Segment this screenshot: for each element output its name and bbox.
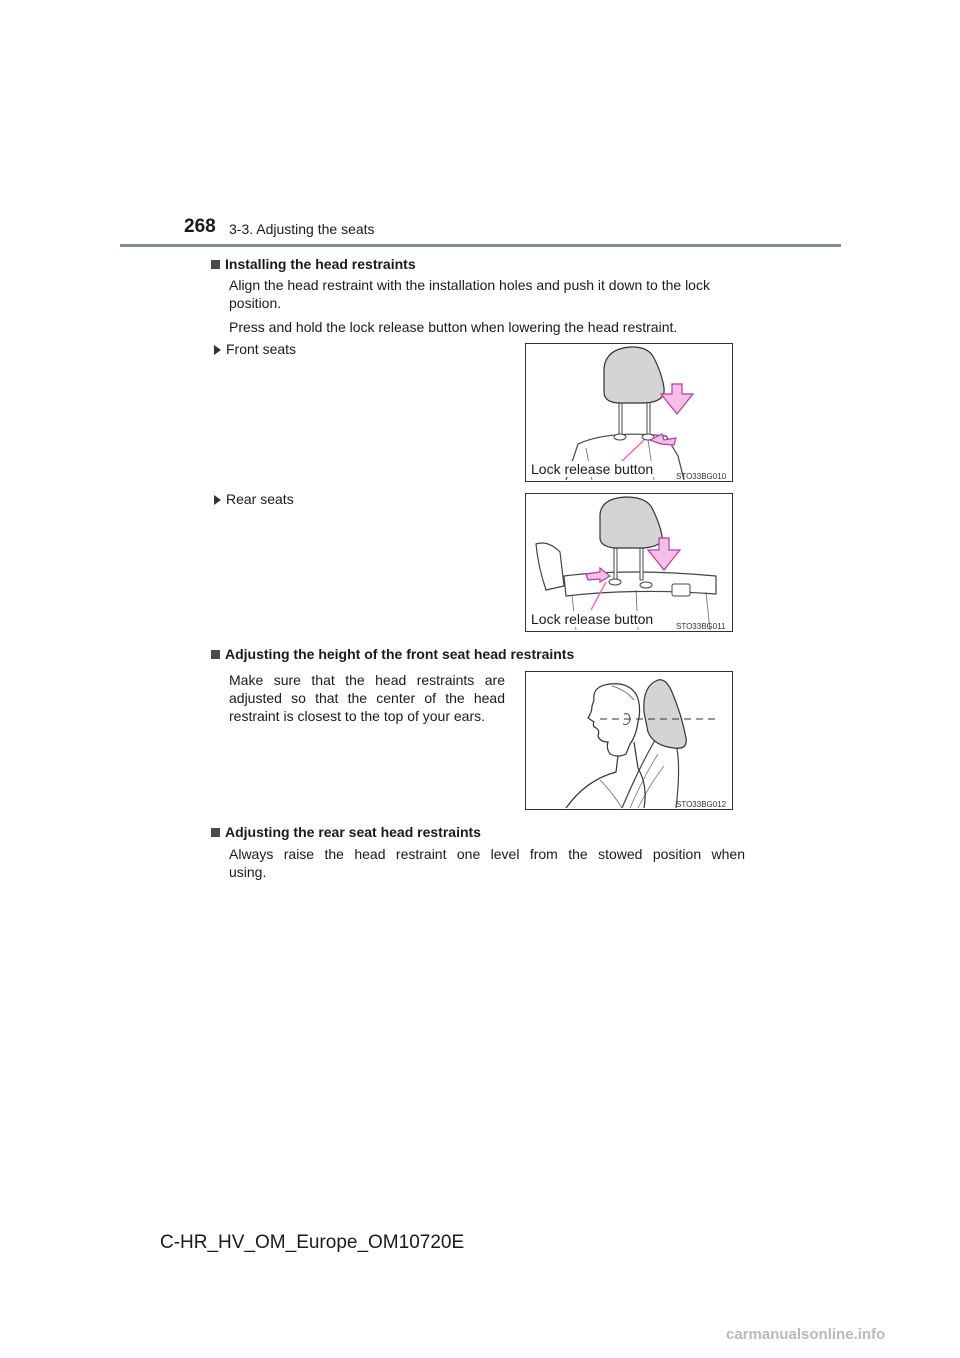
height-line-1: Make sure that the head restraints are (229, 672, 505, 688)
height-figure-code: STO33BG012 (676, 800, 727, 809)
install-line-2: position. (229, 295, 282, 311)
install-line-1: Align the head restraint with the installation holes and push it down to the lock (229, 277, 710, 293)
front-seats-label: Front seats (226, 341, 297, 357)
rear-seat-figure (525, 493, 733, 632)
heading-installing (211, 256, 416, 272)
front-lock-release-callout: Lock release button (531, 461, 654, 477)
heading-installing-text: Installing the head restraints (225, 256, 416, 272)
heading-rear-adjust-text: Adjusting the rear seat head restraints (225, 824, 481, 840)
head-position-figure (525, 671, 733, 810)
rear-adjust-line-1: Always raise the head restraint one level from the stowed position when (229, 846, 745, 862)
rear-seats-item (214, 491, 294, 507)
triangle-bullet-icon (214, 495, 221, 505)
install-line-3: Press and hold the lock release button when lowering the head restraint. (229, 319, 678, 335)
front-seats-item (214, 341, 296, 357)
rear-figure-code: STO33BG011 (676, 622, 726, 631)
height-line-2: adjusted so that the center of the head (229, 690, 505, 706)
head-position-illustration (526, 672, 732, 809)
watermark: carmanualsonline.info (726, 1326, 886, 1343)
document-id: C-HR_HV_OM_Europe_OM10720E (160, 1232, 465, 1253)
page-number: 268 (184, 216, 216, 237)
section-title: 3-3. Adjusting the seats (229, 221, 375, 237)
square-bullet-icon (211, 260, 220, 269)
heading-rear-adjust (211, 824, 481, 840)
front-seat-figure (525, 343, 733, 482)
rear-seats-label: Rear seats (226, 491, 294, 507)
height-line-3: restraint is closest to the top of your ears. (229, 708, 486, 724)
triangle-bullet-icon (214, 345, 221, 355)
square-bullet-icon (211, 650, 220, 659)
square-bullet-icon (211, 828, 220, 837)
rear-adjust-line-2: using. (229, 864, 267, 880)
front-figure-code: STO33BG010 (676, 472, 727, 481)
heading-height-text: Adjusting the height of the front seat head restraints (225, 646, 575, 662)
heading-height (211, 646, 574, 662)
header-rule (120, 244, 841, 247)
rear-lock-release-callout: Lock release button (531, 611, 654, 627)
